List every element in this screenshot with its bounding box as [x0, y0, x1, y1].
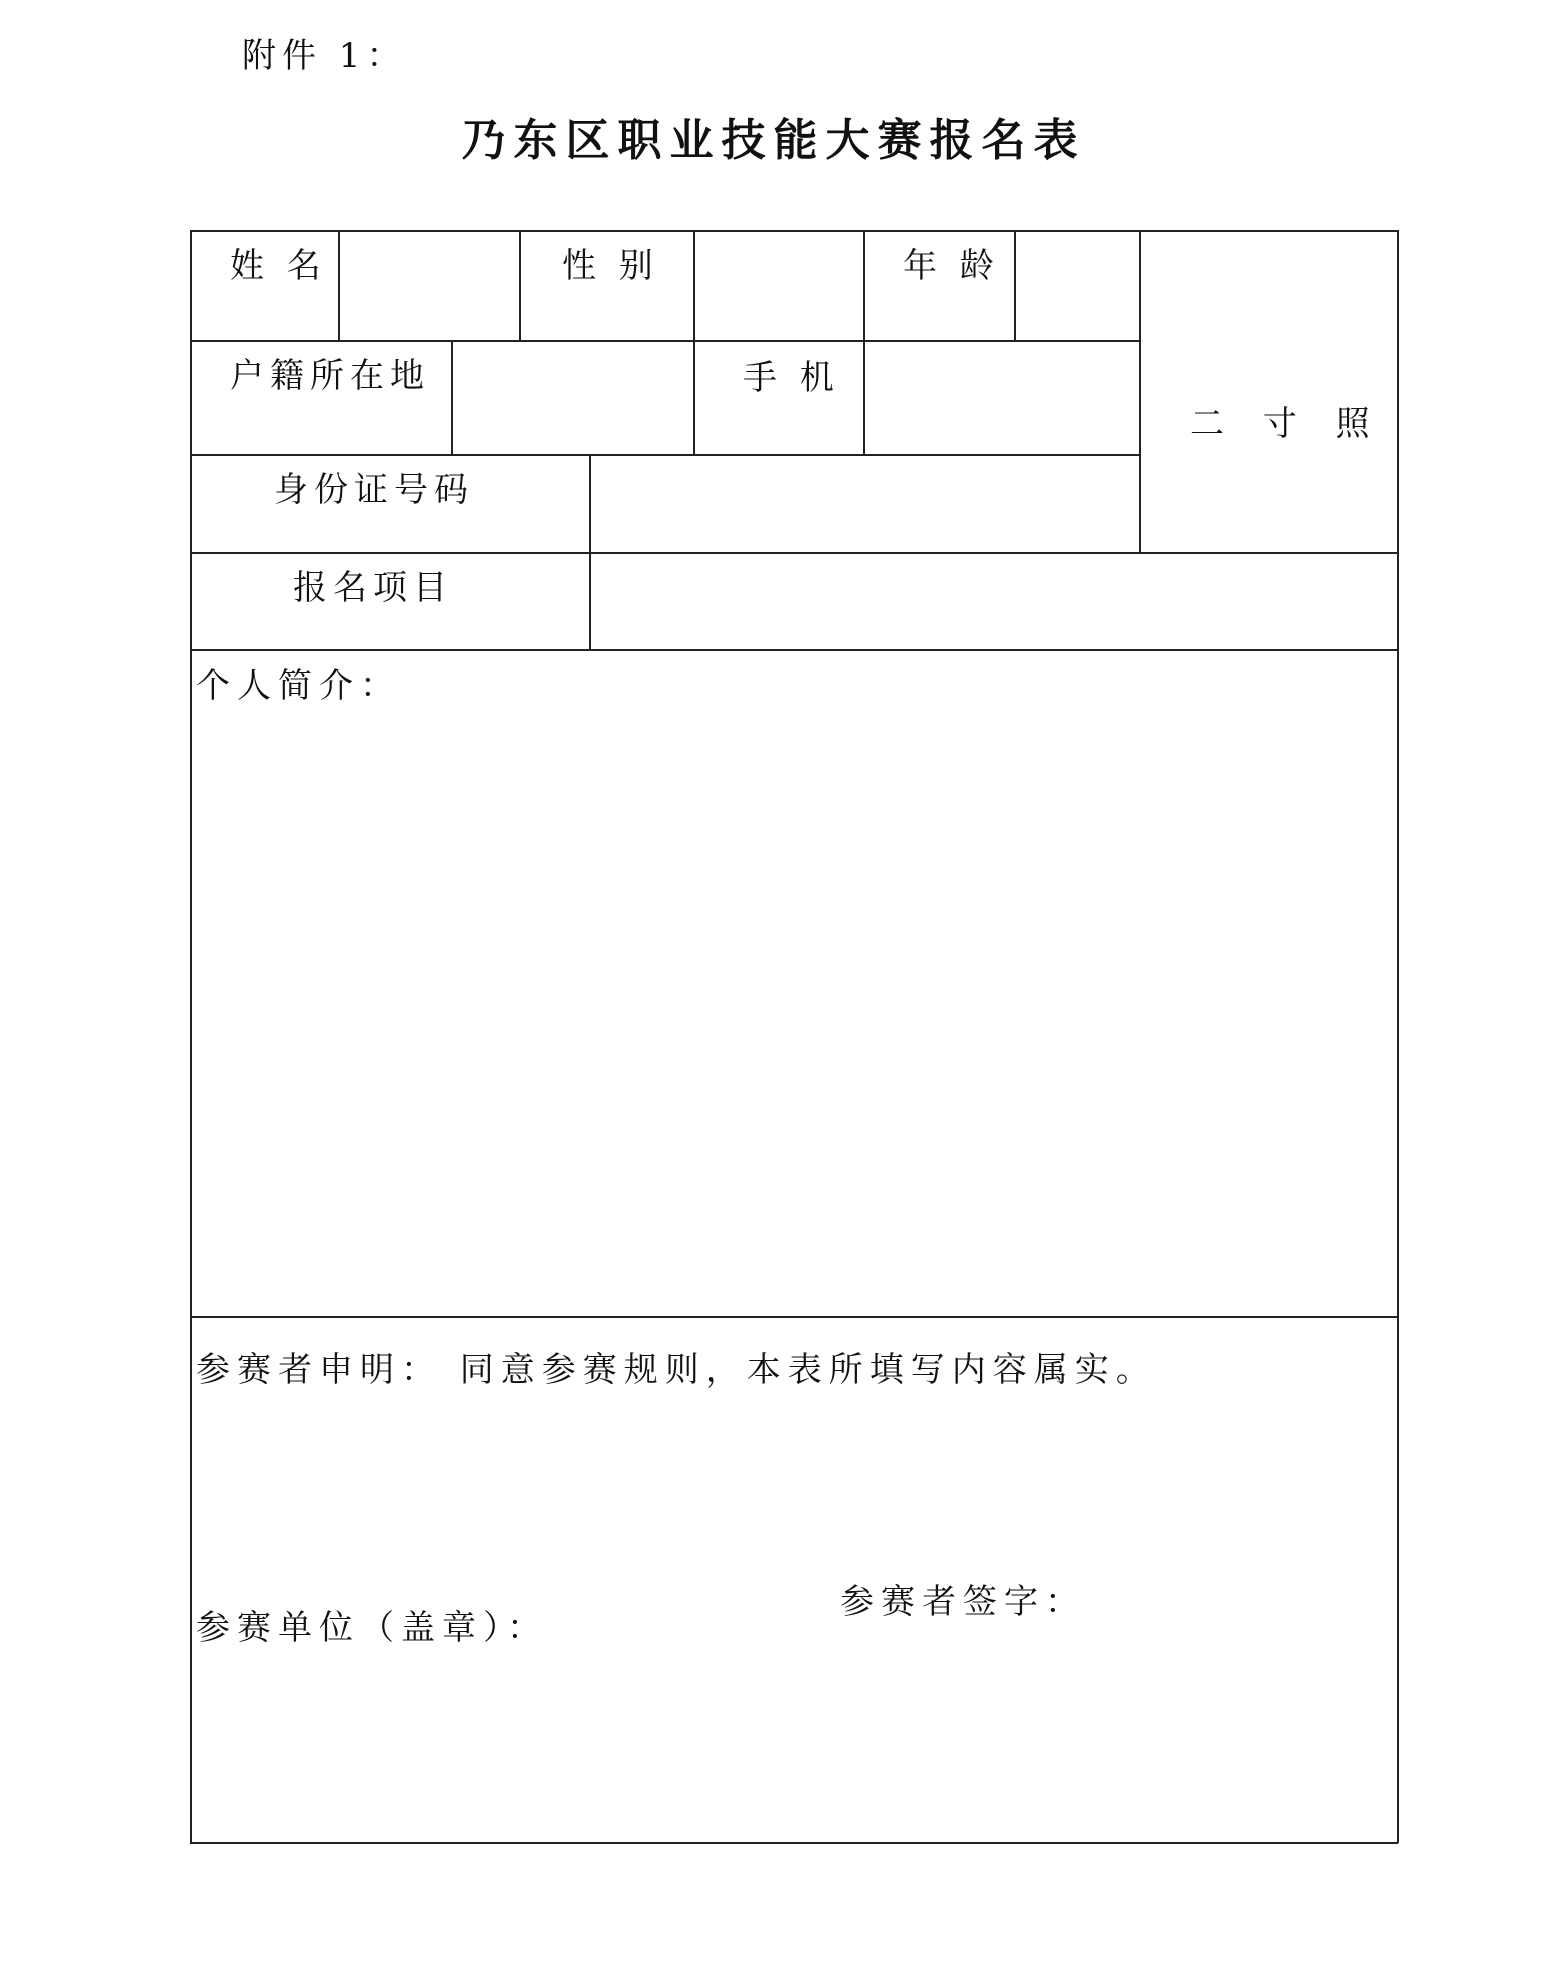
registration-table: [190, 230, 1398, 1843]
project-field[interactable]: [591, 554, 1396, 648]
gender-label: 性 别: [562, 246, 659, 286]
form-title: 乃东区职业技能大赛报名表: [461, 115, 1086, 166]
household-field[interactable]: [453, 342, 692, 453]
row-divider-4: [190, 649, 1398, 651]
gender-field[interactable]: [695, 232, 862, 339]
id-number-label: 身份证号码: [274, 470, 474, 510]
photo-label: 二 寸 照: [1190, 404, 1384, 444]
table-border-bottom: [190, 1842, 1398, 1844]
table-border-right: [1397, 230, 1399, 1843]
age-field[interactable]: [1016, 232, 1138, 339]
row-divider-5: [190, 1316, 1398, 1318]
photo-divider: [1139, 230, 1141, 553]
phone-field[interactable]: [865, 342, 1138, 453]
id-number-field[interactable]: [591, 456, 1138, 551]
signature-label: 参赛者签字：: [840, 1582, 1086, 1622]
declaration-text: 参赛者申明： 同意参赛规则，本表所填写内容属实。: [196, 1350, 1157, 1390]
attachment-label: 附件 1：: [242, 36, 407, 76]
name-field[interactable]: [340, 232, 518, 339]
col-divider-r1-b: [519, 230, 521, 341]
age-label: 年 龄: [903, 246, 1000, 286]
unit-stamp-label: 参赛单位（盖章）：: [196, 1608, 548, 1648]
household-label: 户籍所在地: [230, 356, 430, 396]
phone-label: 手 机: [743, 358, 840, 398]
project-label: 报名项目: [293, 568, 453, 608]
intro-field[interactable]: [192, 705, 1396, 1313]
intro-label: 个人简介：: [196, 666, 401, 706]
name-label: 姓 名: [230, 246, 327, 286]
